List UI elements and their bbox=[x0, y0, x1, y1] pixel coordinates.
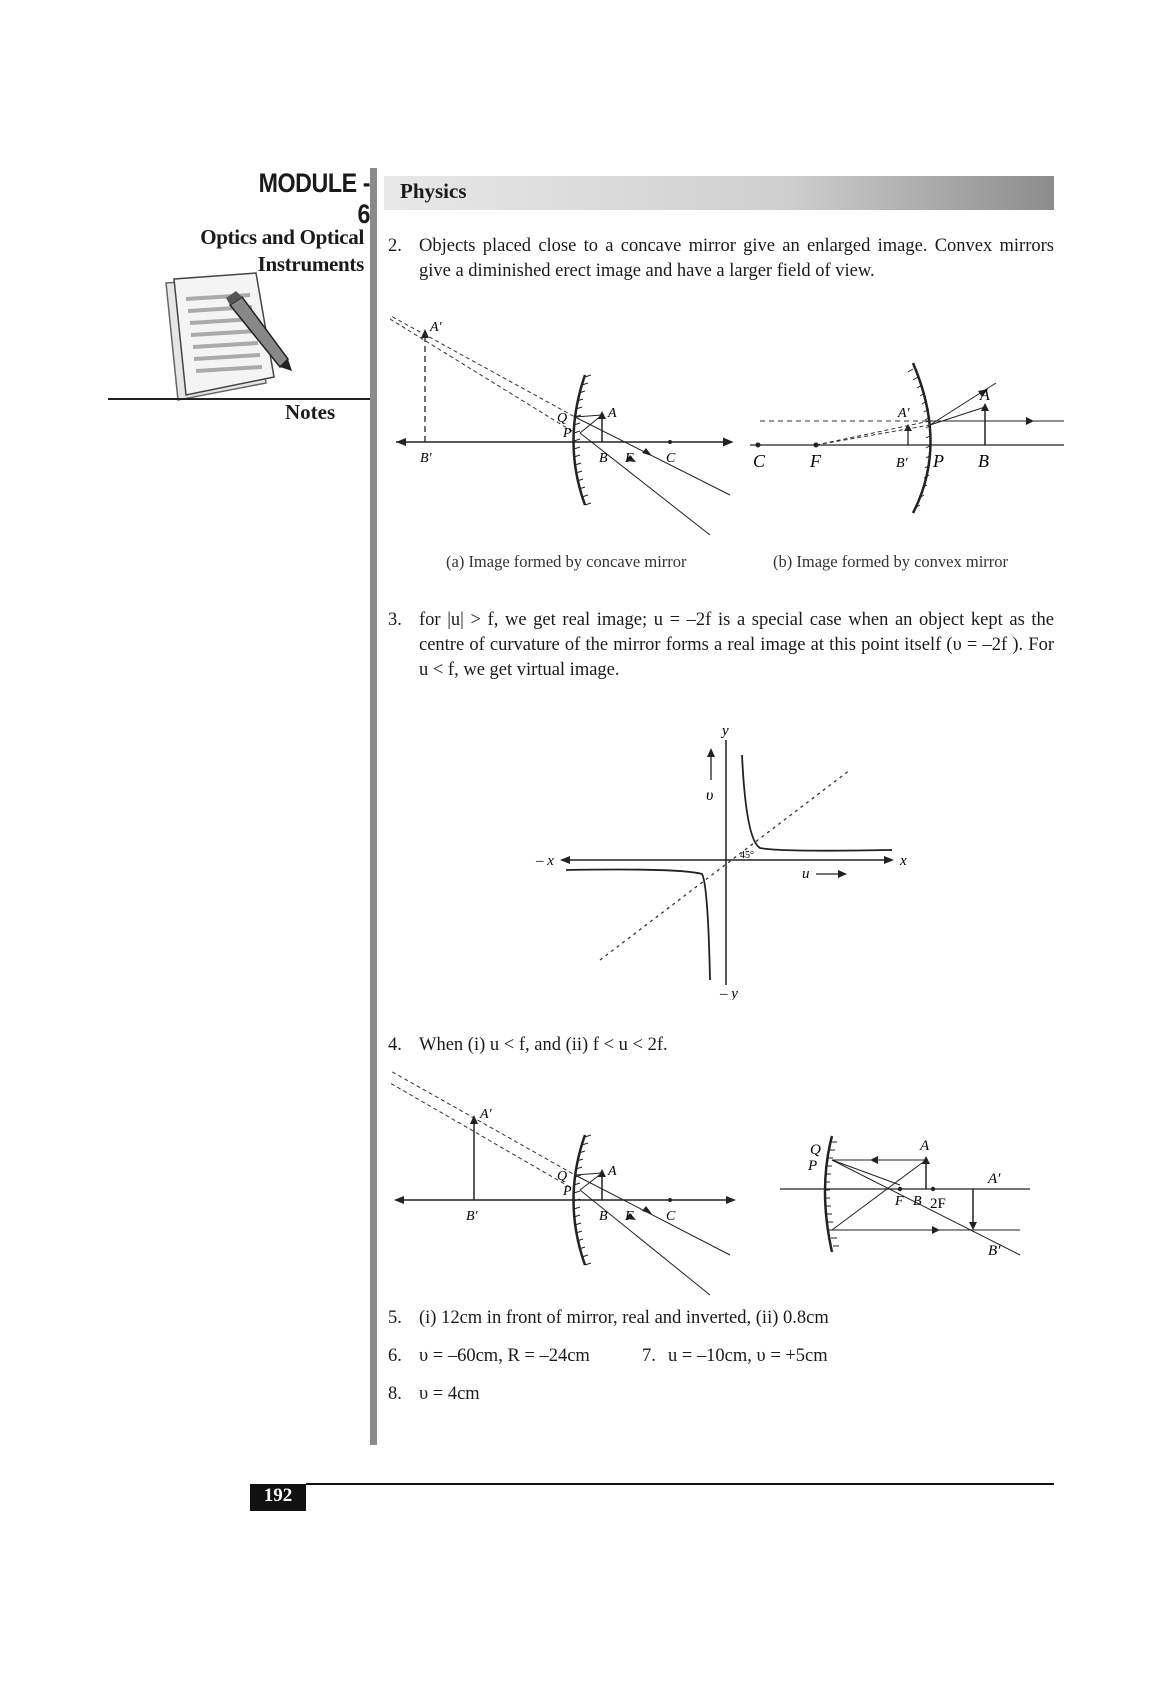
subject-title: Physics bbox=[400, 179, 467, 203]
label-neg-y: – y bbox=[720, 986, 738, 1000]
answer-number: 6. bbox=[388, 1346, 402, 1366]
label-a-prime: A′ bbox=[430, 320, 442, 335]
page-number: 192 bbox=[263, 1485, 293, 1506]
convex-caption: (b) Image formed by convex mirror bbox=[773, 552, 1009, 571]
label-b: B bbox=[599, 1209, 608, 1224]
label-b: B bbox=[978, 451, 989, 471]
unit-title-line1: Optics and Optical bbox=[200, 225, 364, 249]
label-b-prime: B′ bbox=[420, 451, 432, 466]
concave-mirror-diagram bbox=[390, 305, 740, 545]
label-b-prime: B′ bbox=[988, 1243, 1001, 1259]
answer-number: 5. bbox=[388, 1308, 402, 1328]
label-a: A bbox=[980, 387, 990, 404]
answer-text: υ = –60cm, R = –24cm bbox=[419, 1346, 590, 1366]
label-u: u bbox=[802, 866, 810, 882]
label-c: C bbox=[753, 451, 766, 471]
answer-item-6 bbox=[388, 1344, 618, 1370]
answer-text: υ = 4cm bbox=[419, 1384, 480, 1404]
label-q: Q bbox=[557, 411, 568, 426]
label-f: F bbox=[895, 1194, 904, 1209]
label-neg-x: – x bbox=[536, 853, 554, 869]
module-label: MODULE - 6 bbox=[258, 168, 370, 229]
answer-number: 3. bbox=[388, 610, 402, 630]
answer-text: Objects placed close to a concave mirror give an enlarged image. Convex mirrors give a diminished erect image and have a larger field of view. bbox=[419, 236, 1054, 281]
concave-mirror-case-ii-diagram bbox=[780, 1130, 1040, 1260]
label-a-prime: A′ bbox=[988, 1171, 1001, 1187]
label-p: P bbox=[563, 426, 572, 441]
label-f: F bbox=[810, 451, 821, 471]
u-v-graph bbox=[530, 720, 920, 1000]
label-q: Q bbox=[810, 1142, 821, 1158]
label-a-prime: A′ bbox=[898, 406, 910, 421]
label-p: P bbox=[563, 1184, 572, 1199]
label-a-prime: A′ bbox=[480, 1107, 492, 1122]
label-b-prime: B′ bbox=[896, 456, 908, 471]
label-p: P bbox=[933, 451, 944, 471]
notes-paper-pencil-icon bbox=[138, 265, 298, 415]
answer-number: 4. bbox=[388, 1035, 402, 1055]
subject-header-bar bbox=[384, 176, 1054, 210]
convex-mirror-diagram bbox=[748, 355, 1068, 520]
answer-item-2 bbox=[388, 234, 1054, 286]
answer-text: for |u| > f, we get real image; u = –2f is a special case when an object kept as the centre of curvature of the mirror forms a real image at this point itself (υ = –2f ). For u < f, we get virtual image. bbox=[419, 610, 1054, 680]
answer-item-3 bbox=[388, 608, 1054, 684]
label-v: υ bbox=[706, 787, 714, 804]
answer-item-8 bbox=[388, 1382, 1054, 1408]
label-q: Q bbox=[557, 1169, 568, 1184]
label-c: C bbox=[666, 1209, 676, 1224]
label-a: A bbox=[608, 406, 617, 421]
label-2f: 2F bbox=[930, 1196, 946, 1212]
answer-text: When (i) u < f, and (ii) f < u < 2f. bbox=[419, 1035, 668, 1055]
answer-number: 8. bbox=[388, 1384, 402, 1404]
answer-text: (i) 12cm in front of mirror, real and inverted, (ii) 0.8cm bbox=[419, 1308, 829, 1328]
label-a: A bbox=[920, 1138, 930, 1154]
label-y: y bbox=[722, 723, 729, 739]
concave-mirror-case-i-diagram bbox=[390, 1060, 740, 1300]
concave-caption: (a) Image formed by concave mirror bbox=[446, 552, 687, 571]
label-c: C bbox=[666, 451, 676, 466]
margin-bar bbox=[370, 168, 377, 1445]
label-b: B bbox=[599, 451, 608, 466]
unit-title-line2: Instruments bbox=[257, 252, 364, 276]
footer-rule bbox=[306, 1483, 1054, 1485]
label-a: A bbox=[608, 1164, 617, 1179]
label-x: x bbox=[900, 853, 907, 869]
label-f: F bbox=[625, 451, 634, 466]
label-angle: 45° bbox=[740, 850, 754, 861]
answer-item-5 bbox=[388, 1306, 1054, 1332]
answer-item-7 bbox=[642, 1344, 942, 1370]
label-p: P bbox=[808, 1158, 818, 1174]
label-f: F bbox=[625, 1209, 634, 1224]
answer-number: 7. bbox=[642, 1346, 656, 1366]
label-b: B bbox=[913, 1194, 922, 1209]
answer-number: 2. bbox=[388, 236, 402, 256]
answer-item-4 bbox=[388, 1033, 1054, 1059]
label-b-prime: B′ bbox=[466, 1209, 478, 1224]
notes-label: Notes bbox=[285, 400, 336, 424]
answer-text: u = –10cm, υ = +5cm bbox=[668, 1346, 828, 1366]
